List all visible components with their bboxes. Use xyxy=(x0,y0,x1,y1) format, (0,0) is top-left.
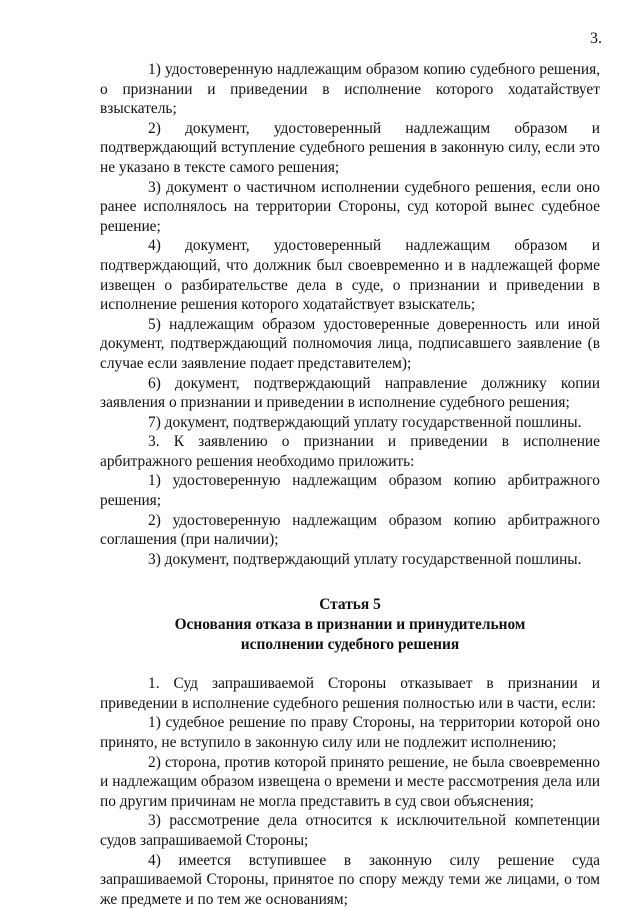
list-item: 2) сторона, против которой принято решение, не была своевременно и надлежащим образом извещена о времени и месте рассмотрения дела или по другим причинам не могла представить в суд свои объяснения; xyxy=(100,753,600,810)
list-item: 1) судебное решение по праву Стороны, на территории которой оно принято, не вступило в законную силу или не подлежит исполнению; xyxy=(100,714,600,751)
page-number: 3. xyxy=(590,30,602,47)
list-item: 5) надлежащим образом удостоверенные доверенность или иной документ, подтверждающий полномочия лица, подписавшего заявление (в случае если заявление подает представителем); xyxy=(100,315,600,372)
article-number: Статья 5 xyxy=(319,596,381,614)
list-item: 2) удостоверенную надлежащим образом копию арбитражного соглашения (при наличии); xyxy=(100,511,600,549)
paragraph: 3. К заявлению о признании и приведении в исполнение арбитражного решения необходимо приложить: xyxy=(100,433,600,470)
list-item: 6) документ, подтверждающий направление должнику копии заявления о признании и приведении в исполнение судебного решения; xyxy=(100,374,600,412)
list-item: 4) документ, удостоверенный надлежащим образом и подтверждающий, что должник был своевременно и в надлежащей форме извещен о разбирательстве дела в суде, о признании и приведении в исполнение решения которого ходатайствует взыскатель; xyxy=(100,237,600,314)
article-title-line-2: исполнении судебного решения xyxy=(240,635,460,653)
list-item: 3) рассмотрение дела относится к исключительной компетенции судов запрашиваемой Стороны; xyxy=(100,812,600,849)
paragraph: 1. Суд запрашиваемой Стороны отказывает в признании и приведении в исполнение судебного решения полностью или в части, если: xyxy=(100,675,600,712)
list-item: 1) удостоверенную надлежащим образом копию судебного решения, о признании и приведении в исполнение которого ходатайствует взыскатель; xyxy=(100,61,600,118)
list-item: 7) документ, подтверждающий уплату государственной пошлины. xyxy=(148,413,582,431)
article-title-line-1: Основания отказа в признании и принудительном xyxy=(174,616,526,634)
list-item: 3) документ о частичном исполнении судебного решения, если оно ранее исполнялось на территории Стороны, суд которой вынес судебное решение; xyxy=(100,178,600,235)
list-item: 1) удостоверенную надлежащим образом копию арбитражного решения; xyxy=(100,472,600,510)
list-item: 3) документ, подтверждающий уплату государственной пошлины. xyxy=(148,550,582,568)
list-item: 2) документ, удостоверенный надлежащим образом и подтверждающий вступление судебного решения в законную силу, если это не указано в тексте самого решения; xyxy=(100,119,600,176)
document-body xyxy=(100,60,600,909)
list-item: 4) имеется вступившее в законную силу решение суда запрашиваемой Стороны, принятое по спору между теми же лицами, о том же предмете и по тем же основаниям; xyxy=(100,851,600,908)
